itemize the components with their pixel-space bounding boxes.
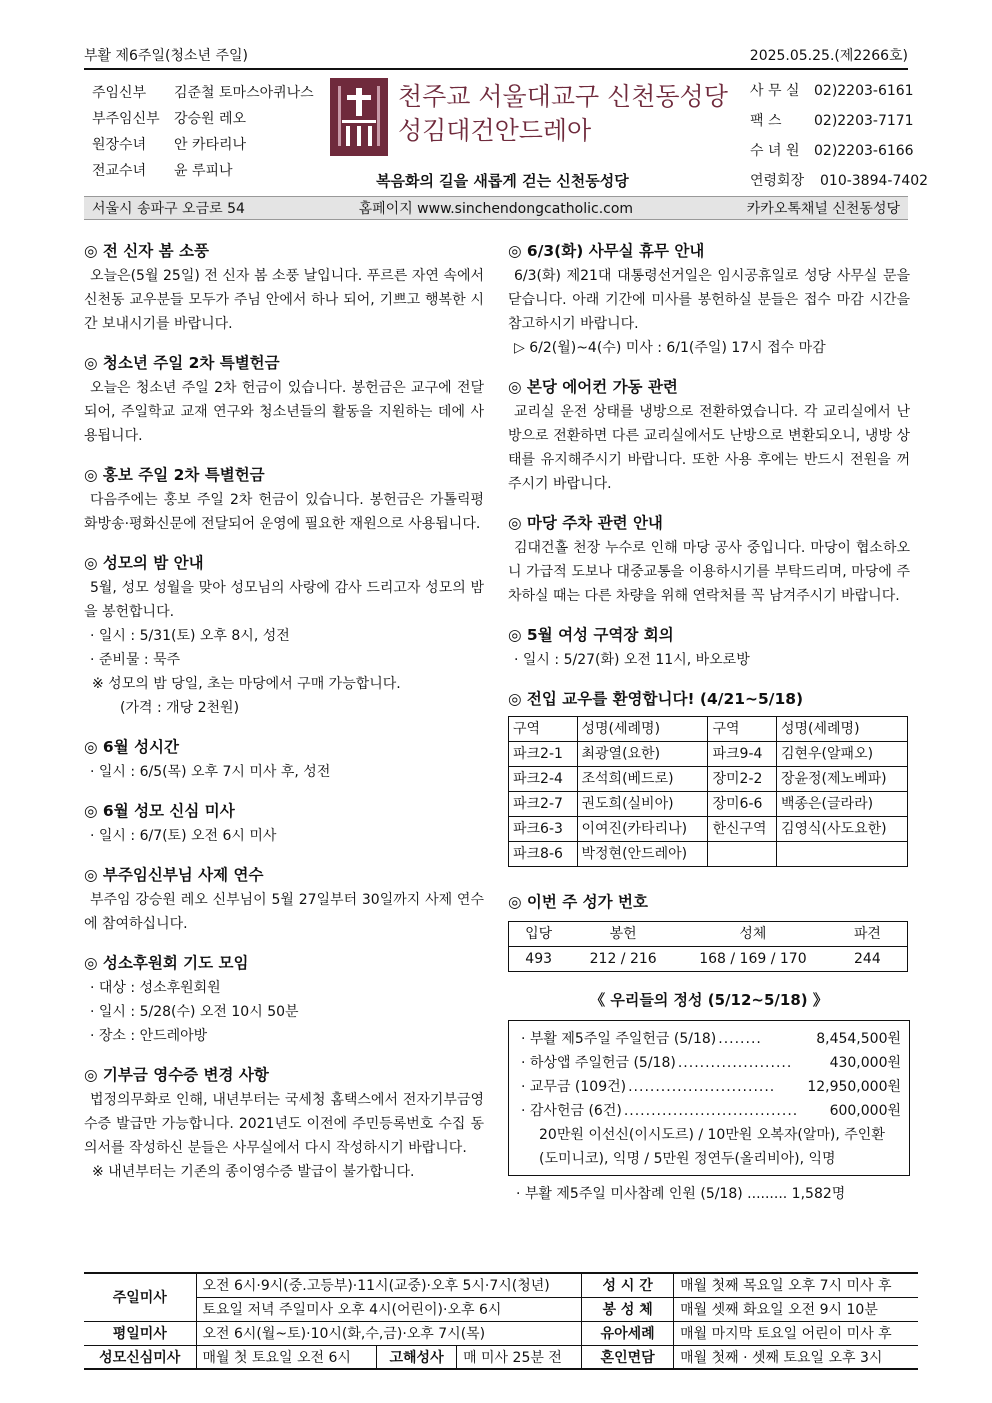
table-cell: 장윤정(제노베파) — [776, 767, 907, 792]
table-cell: 장미2-2 — [708, 767, 777, 792]
clergy-row — [92, 106, 314, 132]
column-header: 구역 — [708, 717, 777, 742]
offering-row — [521, 1075, 901, 1099]
offering-amount: 8,454,500원 — [816, 1031, 901, 1047]
table-row — [84, 1297, 918, 1321]
section-title: ◎ 5월 여성 구역장 회의 — [508, 626, 674, 644]
section-title: ◎ 이번 주 성가 번호 — [508, 893, 648, 911]
offering-row — [521, 1051, 901, 1075]
sunday-mass-times: 오전 6시·9시(중.고등부)·11시(교중)·오후 5시·7시(청년) — [196, 1273, 582, 1297]
column-header: 성명(세례명) — [776, 717, 907, 742]
offering-row — [521, 1099, 901, 1123]
bullet-item: · 일시 : 5/28(수) 오전 10시 50분 — [90, 1004, 299, 1020]
table-cell: 최광열(요한) — [577, 742, 708, 767]
thanks-offering-detail: 20만원 이선신(이시도르) / 10만원 오복자(알마), 주인환(도미니코), 익명 / 5만원 정연두(올리비아), 익명 — [539, 1127, 885, 1167]
bullet-item: · 일시 : 6/5(목) 오후 7시 미사 후, 성전 — [90, 764, 331, 780]
offering-dots: ..................... — [677, 1055, 793, 1071]
notice-media-offering — [84, 462, 484, 536]
saturday-vigil-times: 토요일 저녁 주일미사 오후 4시(어린이)·오후 6시 — [196, 1297, 582, 1321]
table-cell: 파크6-3 — [509, 817, 578, 842]
table-header-row — [509, 717, 908, 742]
clergy-role: 부주임신부 — [92, 111, 160, 127]
weekday-mass-label: 평일미사 — [84, 1321, 196, 1345]
table-row — [509, 842, 908, 867]
parish-slogan: 복음화의 길을 새롭게 걷는 신천동성당 — [376, 172, 629, 190]
contact-value: 02)2203-6166 — [814, 143, 914, 159]
notice-vocation-prayer — [84, 950, 484, 1048]
notice-new-members — [508, 686, 910, 867]
contact-row — [750, 136, 928, 166]
offering-dots: ................................ — [623, 1103, 799, 1119]
table-cell: 244 — [854, 951, 881, 967]
bullet-item: · 일시 : 5/27(화) 오전 11시, 바오로방 — [514, 652, 750, 668]
left-column — [84, 238, 484, 1198]
confession-time: 매 미사 25분 전 — [457, 1345, 582, 1369]
section-title: ◎ 6월 성모 신심 미사 — [84, 802, 235, 820]
clergy-name: 강승원 레오 — [174, 111, 247, 127]
offering-amount: 600,000원 — [829, 1103, 901, 1119]
hymn-table — [508, 921, 908, 972]
section-title: ◎ 부주임신부님 사제 연수 — [84, 866, 264, 884]
section-body: 김대건홀 천장 누수로 인해 마당 공사 중입니다. 마당이 협소하오니 가급적 도보나 대중교통을 이용하시기를 부탁드리며, 마당에 주차하실 때는 다른 차량을 위해 연락처를 꼭 남겨주시기 바랍니다. — [508, 540, 910, 604]
contact-list — [750, 76, 928, 196]
offering-label: · 교무금 (109건) — [521, 1079, 627, 1095]
section-body: 법정의무화로 인해, 내년부터는 국세청 홈택스에서 전자기부금영수증 발급만 가능합니다. 2021년도 이전에 주민등록번호 수집 동의서를 작성하신 분들은 사무실에서 다시 작성하시기 바랍니다. — [84, 1092, 484, 1156]
wedding-interview-time: 매월 첫째 · 셋째 토요일 오후 3시 — [674, 1345, 918, 1369]
mass-schedule-table — [84, 1272, 918, 1370]
marian-mass-time: 매월 첫 토요일 오전 6시 — [196, 1345, 377, 1369]
clergy-list — [92, 80, 314, 184]
table-cell: 이여진(카타리나) — [577, 817, 708, 842]
cross-emblem-icon — [334, 82, 384, 152]
table-cell: 김현우(알패오) — [776, 742, 907, 767]
column-header: 파견 — [828, 922, 908, 947]
table-cell: 212 / 216 — [589, 951, 657, 967]
notice-spring-picnic — [84, 238, 484, 336]
table-cell: 파크2-4 — [509, 767, 578, 792]
clergy-row — [92, 158, 314, 184]
section-body: 다음주에는 홍보 주일 2차 헌금이 있습니다. 봉헌금은 가톨릭평화방송·평화신문에 전달되어 운영에 필요한 재원으로 사용됩니다. — [84, 492, 484, 532]
notice-district-meeting — [508, 622, 910, 672]
communion-visit-time: 매월 셋째 화요일 오전 9시 10분 — [674, 1297, 918, 1321]
section-title: ◎ 6월 성시간 — [84, 738, 179, 756]
section-title: ◎ 청소년 주일 2차 특별헌금 — [84, 354, 280, 372]
bullet-item: · 일시 : 5/31(토) 오후 8시, 성전 — [90, 628, 290, 644]
column-header: 성명(세례명) — [577, 717, 708, 742]
offering-amount: 430,000원 — [829, 1055, 901, 1071]
table-row — [509, 947, 908, 972]
notice-youth-offering — [84, 350, 484, 448]
contact-row — [750, 166, 928, 196]
confession-label: 고해성사 — [377, 1345, 457, 1369]
section-body: 오늘은 청소년 주일 2차 헌금이 있습니다. 봉헌금은 교구에 전달되어, 주일학교 교재 연구와 청소년들의 활동을 지원하는 데에 사용됩니다. — [84, 380, 484, 444]
wedding-interview-label: 혼인면담 — [582, 1345, 674, 1369]
notice-marian-night — [84, 550, 484, 720]
table-cell — [708, 842, 777, 867]
table-row — [84, 1345, 918, 1369]
bullet-item: ▷ 6/2(월)~4(수) 미사 : 6/1(주일) 17시 접수 마감 — [514, 340, 826, 356]
table-row — [84, 1273, 918, 1297]
table-header-row — [509, 922, 908, 947]
section-body: 오늘은(5월 25일) 전 신자 봄 소풍 날입니다. 푸르른 자연 속에서 신천동 교우분들 모두가 주님 안에서 하나 되어, 기쁘고 행복한 시간 보내시기를 바랍니다. — [84, 268, 484, 332]
section-body: 교리실 운전 상태를 냉방으로 전환하였습니다. 각 교리실에서 난방으로 전환하면 다른 교리실에서도 난방으로 변환되오니, 냉방 상태를 유지해주시기 바랍니다. 또한 사용 후에는 반드시 전원을 꺼주시기 바랍니다. — [508, 404, 910, 492]
holy-hour-label: 성 시 간 — [582, 1273, 674, 1297]
table-cell: 493 — [525, 951, 553, 967]
infant-baptism-time: 매월 마지막 토요일 어린이 미사 후 — [674, 1321, 918, 1345]
clergy-role: 주임신부 — [92, 85, 147, 101]
offering-amount: 12,950,000원 — [807, 1079, 901, 1095]
contact-label: 연령회장 — [750, 173, 805, 189]
table-row — [84, 1321, 918, 1345]
section-title: ◎ 성모의 밤 안내 — [84, 554, 204, 572]
offering-label: · 부활 제5주일 주일헌금 (5/18) — [521, 1031, 717, 1047]
table-cell: 파크8-6 — [509, 842, 578, 867]
address-bar — [84, 196, 908, 220]
issue-line — [84, 44, 908, 70]
section-title: ◎ 본당 에어컨 가동 관련 — [508, 378, 678, 396]
section-body: 5월, 성모 성월을 맞아 성모님의 사랑에 감사 드리고자 성모의 밤을 봉헌합니다. — [84, 580, 484, 620]
offering-row — [521, 1027, 901, 1051]
weekday-mass-times: 오전 6시(월~토)·10시(화,수,금)·오후 7시(목) — [196, 1321, 582, 1345]
table-cell: 장미6-6 — [708, 792, 777, 817]
address-text: 서울시 송파구 오금로 54 — [92, 201, 245, 217]
notice-aircon — [508, 374, 910, 496]
contact-value: 02)2203-6161 — [814, 83, 914, 99]
clergy-row — [92, 132, 314, 158]
kakao-channel: 카카오톡채널 신천동성당 — [746, 201, 900, 217]
offering-box — [508, 1020, 910, 1176]
right-column — [508, 238, 910, 1206]
contact-label: 팩 스 — [750, 113, 782, 129]
parish-logo-icon — [330, 78, 388, 156]
offering-label: · 감사헌금 (6건) — [521, 1103, 622, 1119]
bullet-item: · 일시 : 6/7(토) 오전 6시 미사 — [90, 828, 277, 844]
offering-dots: ........................... — [628, 1079, 776, 1095]
table-row — [509, 742, 908, 767]
notice-office-closed — [508, 238, 910, 360]
section-title: ◎ 기부금 영수증 변경 사항 — [84, 1066, 269, 1084]
table-cell: 김영식(사도요한) — [776, 817, 907, 842]
notice-hymn-numbers — [508, 889, 910, 972]
note-item: ※ 내년부터는 기존의 종이영수증 발급이 불가합니다. — [92, 1164, 415, 1180]
table-cell: 박정현(안드레아) — [577, 842, 708, 867]
notice-parking — [508, 510, 910, 608]
column-header: 봉헌 — [568, 922, 678, 947]
column-header: 성체 — [678, 922, 828, 947]
note-item: (가격 : 개당 2천원) — [120, 700, 240, 716]
section-title: ◎ 성소후원회 기도 모임 — [84, 954, 249, 972]
contact-label: 사 무 실 — [750, 83, 800, 99]
notice-marian-mass — [84, 798, 484, 848]
section-title: ◎ 전입 교우를 환영합니다! (4/21~5/18) — [508, 690, 804, 708]
new-members-table — [508, 716, 908, 867]
table-row — [509, 792, 908, 817]
parish-title — [398, 80, 728, 148]
column-header: 구역 — [509, 717, 578, 742]
section-title: ◎ 6/3(화) 사무실 휴무 안내 — [508, 242, 705, 260]
offering-title: 《 우리들의 정성 (5/12~5/18) 》 — [590, 991, 828, 1009]
bullet-item: · 대상 : 성소후원회원 — [90, 980, 221, 996]
table-cell: 권도희(실비아) — [577, 792, 708, 817]
parish-title-line1: 천주교 서울대교구 신천동성당 — [398, 82, 728, 111]
table-cell — [776, 842, 907, 867]
contact-row — [750, 106, 928, 136]
offering-dots: ........ — [718, 1031, 762, 1047]
notice-donation-receipt — [84, 1062, 484, 1184]
offering-label: · 하상앱 주일헌금 (5/18) — [521, 1055, 676, 1071]
parish-title-line2: 성김대건안드레아 — [398, 116, 592, 145]
contact-value: 02)2203-7171 — [814, 113, 914, 129]
table-cell: 파크9-4 — [708, 742, 777, 767]
contact-label: 수 녀 원 — [750, 143, 800, 159]
issue-date: 2025.05.25.(제2266호) — [749, 48, 908, 64]
contact-row — [750, 76, 928, 106]
table-cell: 파크2-7 — [509, 792, 578, 817]
mass-attendance: · 부활 제5주일 미사참례 인원 (5/18) ......... 1,582명 — [516, 1186, 846, 1202]
bullet-item: · 장소 : 안드레아방 — [90, 1028, 208, 1044]
infant-baptism-label: 유아세례 — [582, 1321, 674, 1345]
table-cell: 백종은(글라라) — [776, 792, 907, 817]
clergy-role: 원장수녀 — [92, 137, 147, 153]
clergy-row — [92, 80, 314, 106]
marian-mass-label: 성모신심미사 — [84, 1345, 196, 1369]
section-body: 부주임 강승원 레오 신부님이 5월 27일부터 30일까지 사제 연수에 참여하십니다. — [84, 892, 484, 932]
column-header: 입당 — [509, 922, 569, 947]
clergy-role: 전교수녀 — [92, 163, 147, 179]
section-title: ◎ 홍보 주일 2차 특별헌금 — [84, 466, 265, 484]
note-item: ※ 성모의 밤 당일, 초는 마당에서 구매 가능합니다. — [92, 676, 401, 692]
holy-hour-time: 매월 첫째 목요일 오후 7시 미사 후 — [674, 1273, 918, 1297]
bullet-item: · 준비물 : 묵주 — [90, 652, 181, 668]
contact-value: 010-3894-7402 — [820, 173, 929, 189]
homepage-link[interactable]: 홈페이지 www.sinchendongcatholic.com — [358, 201, 634, 217]
clergy-name: 윤 루피나 — [174, 163, 233, 179]
clergy-name: 안 카타리나 — [174, 137, 247, 153]
clergy-name: 김준철 토마스아퀴나스 — [174, 85, 314, 101]
notice-holy-hour — [84, 734, 484, 784]
table-cell: 한신구역 — [708, 817, 777, 842]
table-row — [509, 767, 908, 792]
communion-visit-label: 봉 성 체 — [582, 1297, 674, 1321]
section-body: 6/3(화) 제21대 대통령선거일은 임시공휴일로 성당 사무실 문을 닫습니다. 아래 기간에 미사를 봉헌하실 분들은 접수 마감 시간을 참고하시기 바랍니다. — [508, 268, 910, 332]
notice-priest-training — [84, 862, 484, 936]
section-title: ◎ 전 신자 봄 소풍 — [84, 242, 209, 260]
table-cell: 파크2-1 — [509, 742, 578, 767]
week-label: 부활 제6주일(청소년 주일) — [84, 48, 248, 64]
sunday-mass-label: 주일미사 — [84, 1273, 196, 1321]
section-title: ◎ 마당 주차 관련 안내 — [508, 514, 663, 532]
table-cell: 조석희(베드로) — [577, 767, 708, 792]
table-row — [509, 817, 908, 842]
table-cell: 168 / 169 / 170 — [699, 951, 807, 967]
